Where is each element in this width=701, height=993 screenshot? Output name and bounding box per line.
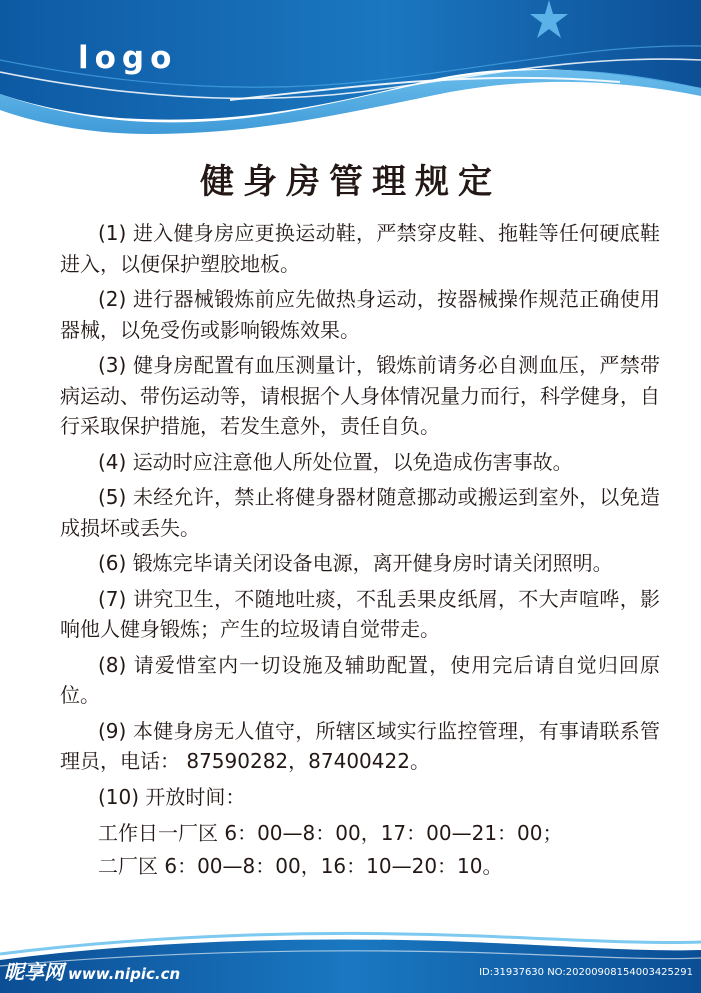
rule-item: (7) 讲究卫生，不随地吐痰，不乱丢果皮纸屑，不大声喧哗，影响他人健身锻炼；产生的垃圾请自觉带走。 [60, 586, 660, 641]
rules-list [60, 218, 660, 881]
rule-item: (3) 健身房配置有血压测量计，锻炼前请务必自测血压，严禁带病运动、带伤运动等，请根据个人身体情况量力而行，科学健身，自行采取保护措施，若发生意外，责任自负。 [60, 353, 660, 438]
rule-item: (6) 锻炼完毕请关闭设备电源，离开健身房时请关闭照明。 [98, 551, 613, 575]
rule-item: (5) 未经允许，禁止将健身器材随意挪动或搬运到室外，以免造成损坏或丢失。 [60, 485, 660, 540]
hours-line: 二厂区 6：00—8：00，16：10—20：10。 [98, 853, 503, 878]
rule-item: (9) 本健身房无人值守，所辖区域实行监控管理，有事请联系管理员，电话： 87590282，87400422。 [60, 718, 660, 773]
image-id-label: ID:31937630 NO:20200908154003425291 [479, 967, 693, 978]
rule-item: (8) 请爱惜室内一切设施及辅助配置，使用完后请自觉归回原位。 [60, 652, 660, 707]
logo-text: logo [78, 40, 178, 76]
hours-line: 工作日一厂区 6：00—8：00，17：00—21：00； [98, 821, 563, 845]
watermark [4, 956, 180, 985]
watermark-url: www.nipic.cn [68, 965, 181, 983]
rule-item: (1) 进入健身房应更换运动鞋，严禁穿皮鞋、拖鞋等任何硬底鞋进入，以便保护塑胶地板。 [60, 221, 660, 276]
page-title: 健身房管理规定 [200, 162, 501, 202]
rule-item: (4) 运动时应注意他人所处位置，以免造成伤害事故。 [98, 449, 573, 474]
watermark-brand: 昵享网 [4, 960, 64, 984]
rule-item-hours-heading: (10) 开放时间： [98, 784, 246, 809]
rule-item: (2) 进行器械锻炼前应先做热身运动，按器械操作规范正确使用器械，以免受伤或影响锻炼效果。 [60, 287, 660, 342]
